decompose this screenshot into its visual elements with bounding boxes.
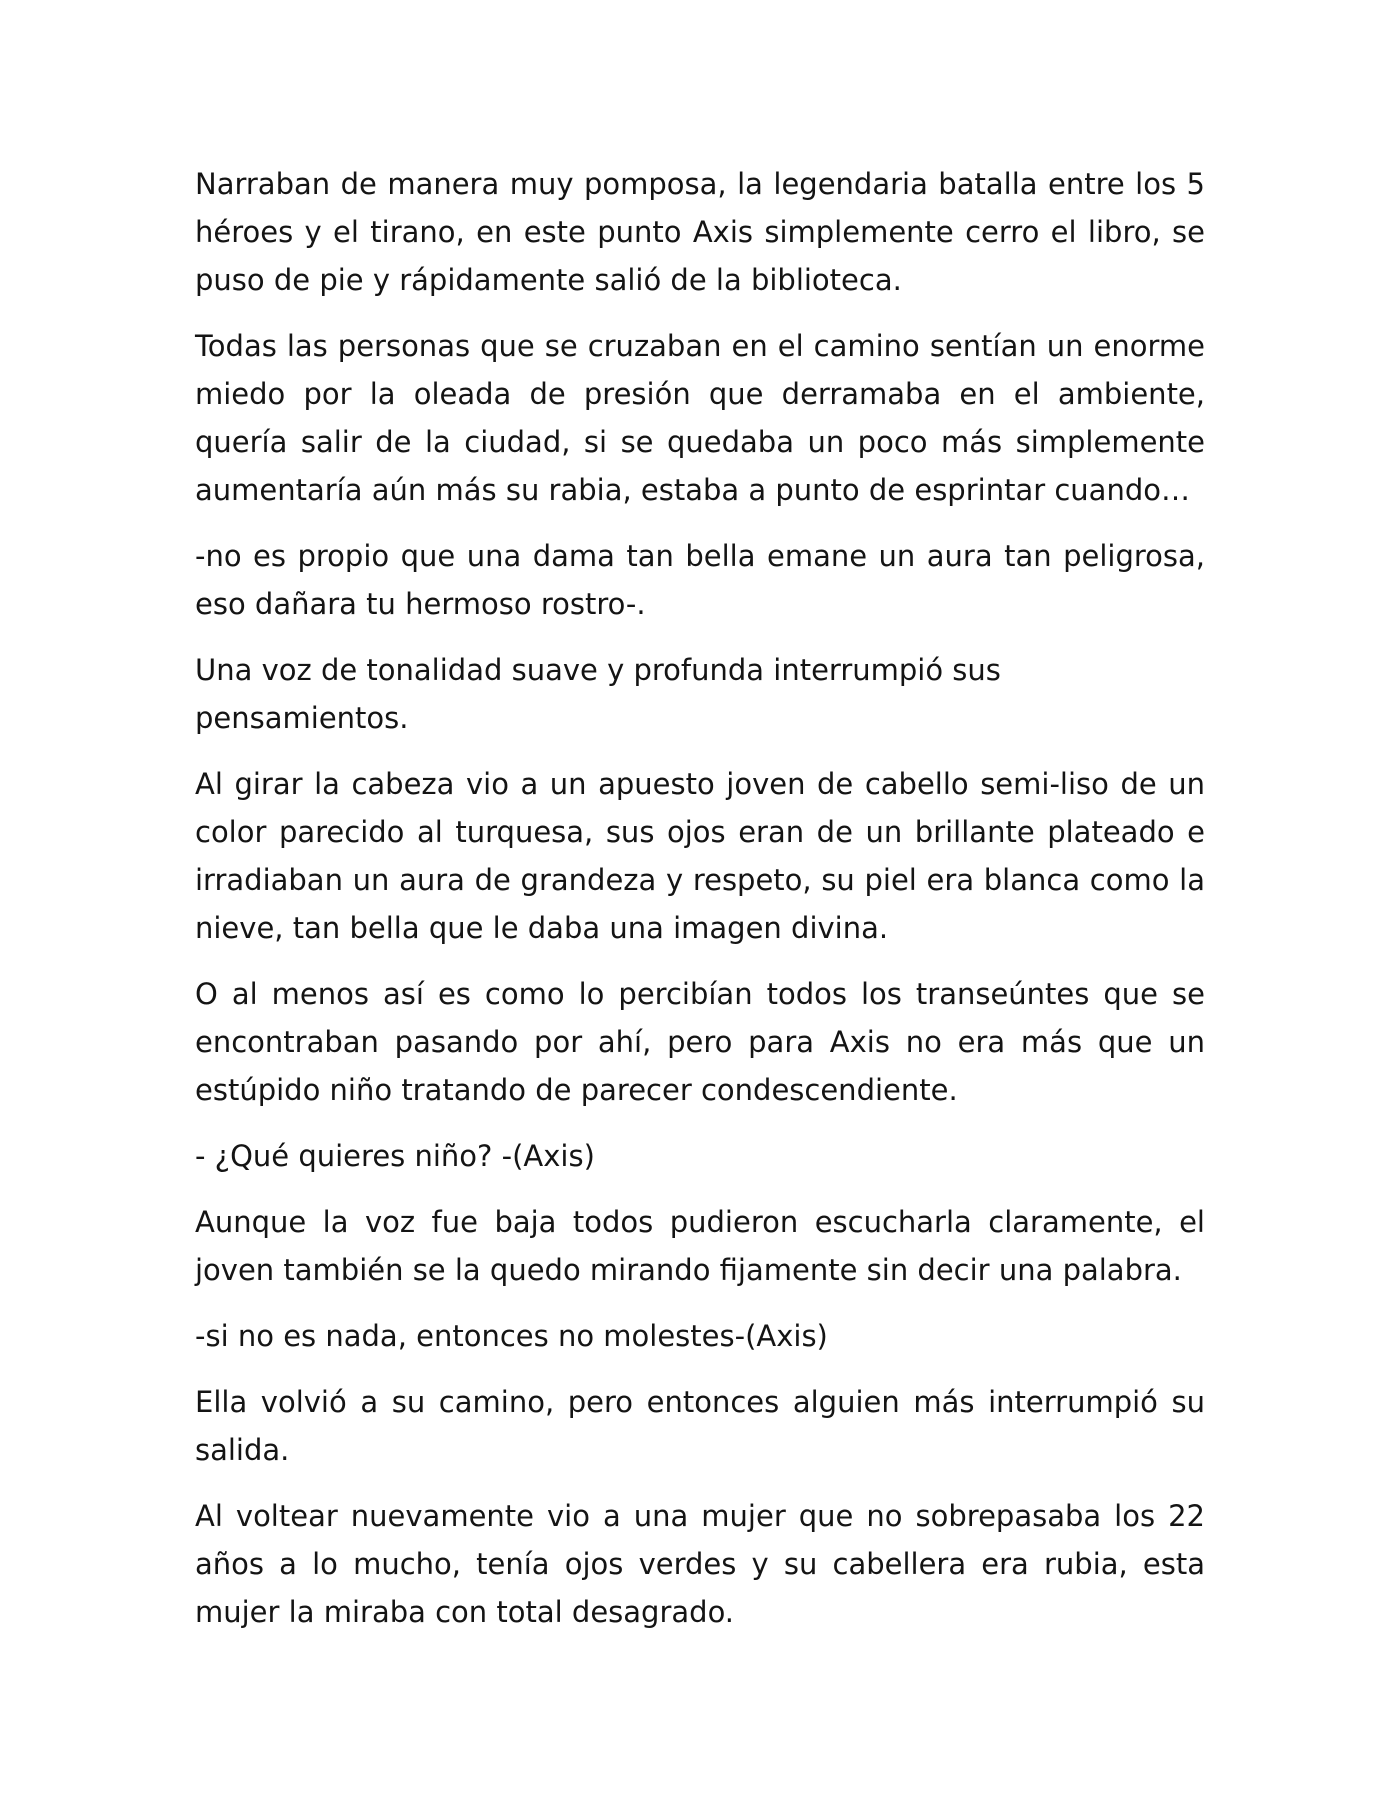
document-body [195,160,1205,1636]
paragraph-4: Una voz de tonalidad suave y profunda interrumpió sus pensamientos. [195,653,1001,735]
paragraph-8: Aunque la voz fue baja todos pudieron escucharla claramente, el joven también se la quedo mirando fijamente sin decir una palabra. [195,1205,1205,1287]
paragraph-1: Narraban de manera muy pomposa, la legendaria batalla entre los 5 héroes y el tirano, en este punto Axis simplemente cerro el libro, se puso de pie y rápidamente salió de la biblioteca. [195,167,1205,297]
paragraph-10: Ella volvió a su camino, pero entonces alguien más interrumpió su salida. [195,1385,1205,1467]
paragraph-7: - ¿Qué quieres niño? -(Axis) [195,1139,595,1173]
paragraph-9: -si no es nada, entonces no molestes-(Axis) [195,1319,828,1353]
paragraph-11: Al voltear nuevamente vio a una mujer que no sobrepasaba los 22 años a lo mucho, tenía ojos verdes y su cabellera era rubia, esta mujer la miraba con total desagrado. [195,1499,1205,1629]
paragraph-2: Todas las personas que se cruzaban en el camino sentían un enorme miedo por la oleada de presión que derramaba en el ambiente, quería salir de la ciudad, si se quedaba un poco más simplemente aumentaría aún más su rabia, estaba a punto de esprintar cuando… [195,329,1205,507]
paragraph-6: O al menos así es como lo percibían todos los transeúntes que se encontraban pasando por ahí, pero para Axis no era más que un estúpido niño tratando de parecer condescendiente. [195,977,1205,1107]
paragraph-5: Al girar la cabeza vio a un apuesto joven de cabello semi-liso de un color parecido al turquesa, sus ojos eran de un brillante plateado e irradiaban un aura de grandeza y respeto, su piel era blanca como la nieve, tan bella que le daba una imagen divina. [195,767,1205,945]
paragraph-3: -no es propio que una dama tan bella emane un aura tan peligrosa, eso dañara tu hermoso rostro-. [195,539,1205,621]
